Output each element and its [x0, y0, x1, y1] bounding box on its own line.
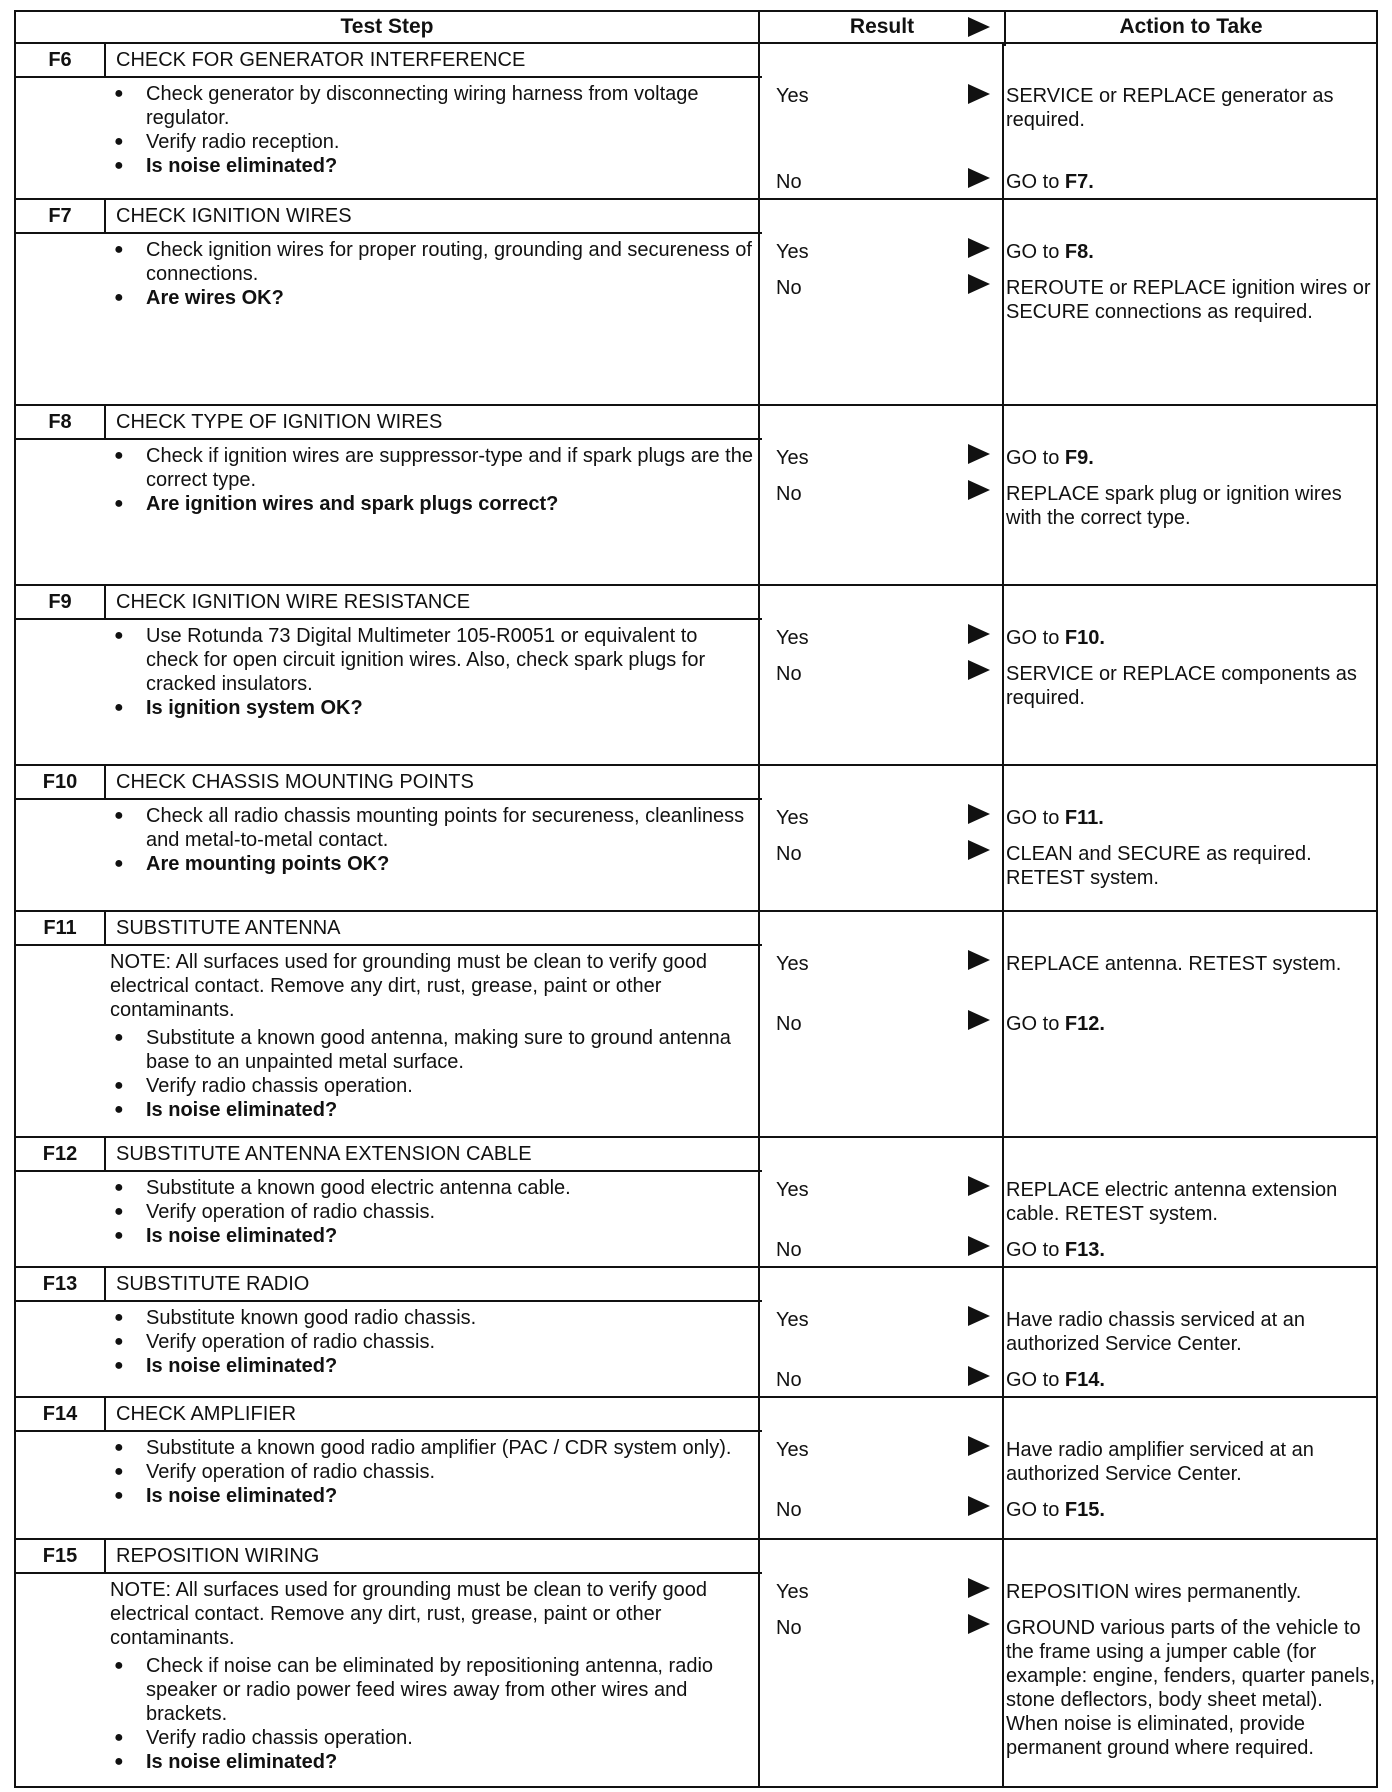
step-question: ● Is noise eliminated?: [104, 1354, 754, 1378]
step-question: ● Is ignition system OK?: [104, 696, 754, 720]
step-title: SUBSTITUTE RADIO: [104, 1268, 762, 1302]
action-text: GO to: [1006, 171, 1065, 193]
step-reference: F11.: [1064, 807, 1104, 829]
action-text: GO to: [1006, 1369, 1065, 1391]
arrow-icon: [968, 624, 990, 644]
step-note: NOTE: All surfaces used for grounding must be clean to verify good electrical contact. Remove any dirt, rust, grease, paint or other contaminants.: [110, 951, 707, 1021]
step-f7: [14, 200, 1378, 406]
step-id: F14: [16, 1398, 104, 1432]
step-f11: [14, 912, 1378, 1138]
action-text: GO to: [1006, 1499, 1065, 1521]
step-title: CHECK AMPLIFIER: [104, 1398, 762, 1432]
action-yes: Have radio amplifier serviced at an authorized Service Center.: [1006, 1439, 1314, 1485]
arrow-icon: [968, 238, 990, 258]
step-body: [104, 804, 754, 876]
step-item: ● Check ignition wires for proper routing, grounding and secureness of connections.: [104, 238, 754, 286]
step-item: ● Check if noise can be eliminated by repositioning antenna, radio speaker or radio power feed wires away from other wires and brackets.: [104, 1654, 754, 1726]
arrow-icon: [968, 84, 990, 104]
step-item: ● Substitute known good radio chassis.: [104, 1306, 754, 1330]
result-yes: Yes: [776, 241, 809, 263]
result-no: No: [776, 843, 802, 865]
result-no: No: [776, 1617, 802, 1639]
step-item: ● Verify radio chassis operation.: [104, 1726, 754, 1750]
action-yes: [1006, 240, 1376, 264]
arrow-icon: [968, 1578, 990, 1598]
step-question: ● Is noise eliminated?: [104, 1484, 754, 1508]
step-id: F6: [16, 44, 104, 78]
step-reference: F9.: [1064, 447, 1094, 469]
step-item: ● Verify operation of radio chassis.: [104, 1330, 754, 1354]
step-f15: [14, 1540, 1378, 1788]
arrow-icon: [968, 1176, 990, 1196]
action-yes: REPOSITION wires permanently.: [1006, 1581, 1302, 1603]
action-text: GO to: [1006, 1239, 1065, 1261]
arrow-icon: [968, 1436, 990, 1456]
arrow-icon: [968, 17, 990, 37]
step-question: ● Is noise eliminated?: [104, 1750, 754, 1774]
step-title: CHECK TYPE OF IGNITION WIRES: [104, 406, 762, 440]
step-id: F13: [16, 1268, 104, 1302]
header-result: Result: [849, 15, 915, 38]
step-id: F12: [16, 1138, 104, 1172]
step-question: ● Are mounting points OK?: [104, 852, 754, 876]
action-no: GROUND various parts of the vehicle to the frame using a jumper cable (for example: engine, fenders, quarter panels, stone deflectors, body sheet metal). When noise is eliminated, provide permanent ground where required.: [1006, 1617, 1376, 1759]
result-no: No: [776, 1499, 802, 1521]
arrow-icon: [968, 1010, 990, 1030]
step-item: ● Substitute a known good radio amplifier (PAC / CDR system only).: [104, 1436, 754, 1460]
step-title: SUBSTITUTE ANTENNA EXTENSION CABLE: [104, 1138, 762, 1172]
step-title: CHECK FOR GENERATOR INTERFERENCE: [104, 44, 762, 78]
table-header: [14, 10, 1378, 44]
step-body: [104, 82, 754, 178]
step-body: [104, 950, 754, 1122]
action-no: REPLACE spark plug or ignition wires with the correct type.: [1006, 483, 1342, 529]
step-item: ● Check all radio chassis mounting points for secureness, cleanliness and metal-to-metal contact.: [104, 804, 754, 852]
step-question: ● Are wires OK?: [104, 286, 754, 310]
action-no: [1006, 1012, 1376, 1036]
result-yes: Yes: [776, 1581, 809, 1603]
result-no: No: [776, 1013, 802, 1035]
arrow-icon: [968, 1236, 990, 1256]
action-text: GO to: [1006, 807, 1065, 829]
step-question: ● Is noise eliminated?: [104, 1224, 754, 1248]
result-no: No: [776, 171, 802, 193]
step-id: F8: [16, 406, 104, 440]
step-question: ● Is noise eliminated?: [104, 154, 754, 178]
action-yes: REPLACE antenna. RETEST system.: [1006, 953, 1342, 975]
step-body: [104, 1578, 754, 1774]
diagnostic-table: [14, 10, 1378, 1788]
arrow-icon: [968, 1306, 990, 1326]
arrow-icon: [968, 950, 990, 970]
action-text: GO to: [1006, 627, 1065, 649]
step-reference: F14.: [1064, 1369, 1105, 1391]
step-item: ● Check if ignition wires are suppressor-type and if spark plugs are the correct type.: [104, 444, 754, 492]
arrow-icon: [968, 660, 990, 680]
step-id: F10: [16, 766, 104, 800]
result-yes: Yes: [776, 85, 809, 107]
result-yes: Yes: [776, 447, 809, 469]
step-id: F15: [16, 1540, 104, 1574]
step-body: [104, 1436, 754, 1508]
action-no: CLEAN and SECURE as required. RETEST system.: [1006, 843, 1312, 889]
step-note: NOTE: All surfaces used for grounding must be clean to verify good electrical contact. Remove any dirt, rust, grease, paint or other contaminants.: [110, 1579, 707, 1649]
step-reference: F7.: [1064, 171, 1094, 193]
step-f13: [14, 1268, 1378, 1398]
result-no: No: [776, 663, 802, 685]
result-yes: Yes: [776, 953, 809, 975]
step-title: REPOSITION WIRING: [104, 1540, 762, 1574]
action-no: [1006, 170, 1376, 194]
step-title: CHECK CHASSIS MOUNTING POINTS: [104, 766, 762, 800]
step-id: F9: [16, 586, 104, 620]
action-text: GO to: [1006, 447, 1065, 469]
step-title: CHECK IGNITION WIRE RESISTANCE: [104, 586, 762, 620]
action-no: REROUTE or REPLACE ignition wires or SECURE connections as required.: [1006, 277, 1371, 323]
step-body: [104, 238, 754, 310]
result-yes: Yes: [776, 1309, 809, 1331]
step-id: F11: [16, 912, 104, 946]
step-reference: F12.: [1064, 1013, 1105, 1035]
action-yes: [1006, 446, 1376, 470]
step-reference: F10.: [1064, 627, 1105, 649]
arrow-icon: [968, 168, 990, 188]
step-item: ● Verify radio reception.: [104, 130, 754, 154]
action-yes: Have radio chassis serviced at an authorized Service Center.: [1006, 1309, 1306, 1355]
arrow-icon: [968, 444, 990, 464]
step-f14: [14, 1398, 1378, 1540]
arrow-icon: [968, 274, 990, 294]
step-item: ● Check generator by disconnecting wiring harness from voltage regulator.: [104, 82, 754, 130]
step-body: [104, 1176, 754, 1248]
result-no: No: [776, 277, 802, 299]
step-item: ● Substitute a known good antenna, making sure to ground antenna base to an unpainted metal surface.: [104, 1026, 754, 1074]
step-f9: [14, 586, 1378, 766]
action-yes: [1006, 626, 1376, 650]
step-f10: [14, 766, 1378, 912]
step-question: ● Are ignition wires and spark plugs correct?: [104, 492, 754, 516]
result-no: No: [776, 483, 802, 505]
step-item: ● Verify radio chassis operation.: [104, 1074, 754, 1098]
arrow-icon: [968, 1366, 990, 1386]
header-action: Action to Take: [1119, 15, 1263, 38]
result-yes: Yes: [776, 1179, 809, 1201]
arrow-icon: [968, 804, 990, 824]
step-item: ● Verify operation of radio chassis.: [104, 1460, 754, 1484]
step-body: [104, 1306, 754, 1378]
action-no: [1006, 1238, 1376, 1262]
step-f8: [14, 406, 1378, 586]
step-title: CHECK IGNITION WIRES: [104, 200, 762, 234]
step-reference: F13.: [1064, 1239, 1105, 1261]
action-yes: [1006, 806, 1376, 830]
result-yes: Yes: [776, 807, 809, 829]
step-reference: F8.: [1064, 241, 1094, 263]
step-question: ● Is noise eliminated?: [104, 1098, 754, 1122]
arrow-icon: [968, 1496, 990, 1516]
step-id: F7: [16, 200, 104, 234]
action-no: SERVICE or REPLACE components as required.: [1006, 663, 1357, 709]
result-yes: Yes: [776, 1439, 809, 1461]
action-no: [1006, 1368, 1376, 1392]
result-no: No: [776, 1369, 802, 1391]
result-yes: Yes: [776, 627, 809, 649]
step-body: [104, 624, 754, 720]
arrow-icon: [968, 840, 990, 860]
action-yes: REPLACE electric antenna extension cable. RETEST system.: [1006, 1179, 1338, 1225]
step-body: [104, 444, 754, 516]
action-text: GO to: [1006, 241, 1065, 263]
step-item: ● Use Rotunda 73 Digital Multimeter 105-R0051 or equivalent to check for open circuit ignition wires. Also, check spark plugs for cracked insulators.: [104, 624, 754, 696]
step-reference: F15.: [1064, 1499, 1105, 1521]
step-f6: [14, 44, 1378, 200]
action-yes: SERVICE or REPLACE generator as required.: [1006, 85, 1334, 131]
action-text: GO to: [1006, 1013, 1065, 1035]
action-no: [1006, 1498, 1376, 1522]
step-f12: [14, 1138, 1378, 1268]
step-item: ● Verify operation of radio chassis.: [104, 1200, 754, 1224]
step-item: ● Substitute a known good electric antenna cable.: [104, 1176, 754, 1200]
arrow-icon: [968, 480, 990, 500]
arrow-icon: [968, 1614, 990, 1634]
result-no: No: [776, 1239, 802, 1261]
step-title: SUBSTITUTE ANTENNA: [104, 912, 762, 946]
header-test-step: Test Step: [340, 15, 434, 38]
